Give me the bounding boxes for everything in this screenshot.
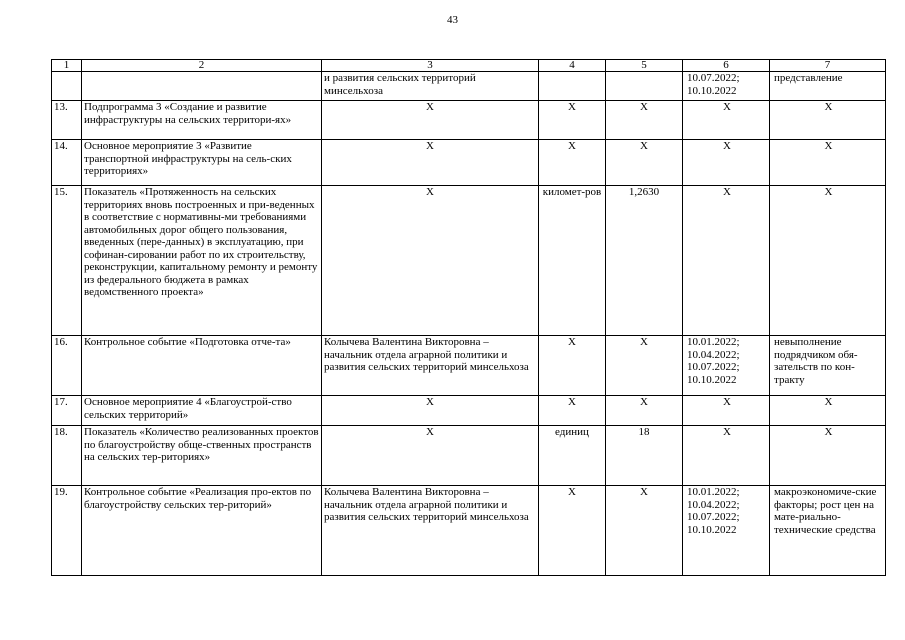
- column-number: 2: [82, 60, 322, 72]
- responsible-person: Х: [322, 186, 539, 336]
- responsible-person: Х: [322, 140, 539, 186]
- risks-cell: макроэкономиче-ские факторы; рост цен на мате-риально-технические средства: [770, 486, 886, 576]
- unit-cell: единиц: [539, 426, 606, 486]
- dates-cell: Х: [683, 396, 770, 426]
- responsible-person: Х: [322, 426, 539, 486]
- item-name: Подпрограмма 3 «Создание и развитие инфраструктуры на сельских территори-ях»: [82, 101, 322, 140]
- dates-cell: Х: [683, 140, 770, 186]
- item-name: [82, 72, 322, 101]
- risks-cell: невыполнение подрядчиком обя-зательств по кон-тракту: [770, 336, 886, 396]
- table-row: [52, 336, 886, 396]
- item-name: Показатель «Протяженность на сельских территориях вновь построенных и при-веденных в соответствие с нормативны-ми требованиями автомобильных дорог общего пользования, введенных (пере-данных) в эксплуатацию, при софинан-сировании работ по их строительству, реконструкции, капитальному ремонту и ремонту из федерального бюджета в рамках ведомственного проекта»: [82, 186, 322, 336]
- value-cell: Х: [606, 140, 683, 186]
- column-number: 4: [539, 60, 606, 72]
- item-name: Контрольное событие «Реализация про-ектов по благоустройству сельских тер-риторий»: [82, 486, 322, 576]
- dates-cell: 10.01.2022; 10.04.2022; 10.07.2022; 10.10.2022: [683, 336, 770, 396]
- column-number: 7: [770, 60, 886, 72]
- column-number: 3: [322, 60, 539, 72]
- table-body: [52, 72, 886, 576]
- risks-cell: Х: [770, 186, 886, 336]
- risks-cell: Х: [770, 140, 886, 186]
- responsible-person: Х: [322, 396, 539, 426]
- table-row: [52, 140, 886, 186]
- row-number: [52, 72, 82, 101]
- responsible-person: Колычева Валентина Викторовна – начальник отдела аграрной политики и развития сельских территорий минсельхоза: [322, 336, 539, 396]
- item-name: Контрольное событие «Подготовка отче-та»: [82, 336, 322, 396]
- dates-cell: Х: [683, 186, 770, 336]
- unit-cell: Х: [539, 140, 606, 186]
- dates-cell: 10.01.2022; 10.04.2022; 10.07.2022; 10.10.2022: [683, 486, 770, 576]
- table-row: [52, 101, 886, 140]
- responsible-person: Х: [322, 101, 539, 140]
- risks-cell: Х: [770, 396, 886, 426]
- value-cell: 18: [606, 426, 683, 486]
- value-cell: Х: [606, 336, 683, 396]
- value-cell: Х: [606, 396, 683, 426]
- risks-cell: Х: [770, 426, 886, 486]
- row-number: 18.: [52, 426, 82, 486]
- column-number: 1: [52, 60, 82, 72]
- page-number: 43: [447, 14, 458, 26]
- value-cell: Х: [606, 486, 683, 576]
- table-row: [52, 396, 886, 426]
- responsible-person: Колычева Валентина Викторовна – начальник отдела аграрной политики и развития сельских территорий минсельхоза: [322, 486, 539, 576]
- item-name: Основное мероприятие 3 «Развитие транспортной инфраструктуры на сель-ских территориях»: [82, 140, 322, 186]
- value-cell: Х: [606, 101, 683, 140]
- row-number: 19.: [52, 486, 82, 576]
- dates-cell: Х: [683, 426, 770, 486]
- row-number: 13.: [52, 101, 82, 140]
- table-row: [52, 72, 886, 101]
- value-cell: [606, 72, 683, 101]
- table-row: [52, 486, 886, 576]
- row-number: 16.: [52, 336, 82, 396]
- dates-cell: Х: [683, 101, 770, 140]
- unit-cell: Х: [539, 396, 606, 426]
- dates-cell: 10.07.2022; 10.10.2022: [683, 72, 770, 101]
- row-number: 15.: [52, 186, 82, 336]
- column-numbers-row: [52, 60, 886, 72]
- item-name: Показатель «Количество реализованных проектов по благоустройству обще-ственных пространств на сельских тер-риториях»: [82, 426, 322, 486]
- responsible-person: и развития сельских территорий минсельхоза: [322, 72, 539, 101]
- column-number: 6: [683, 60, 770, 72]
- unit-cell: Х: [539, 336, 606, 396]
- unit-cell: километ-ров: [539, 186, 606, 336]
- table-row: [52, 426, 886, 486]
- plan-table: [51, 59, 886, 576]
- row-number: 14.: [52, 140, 82, 186]
- table-row: [52, 186, 886, 336]
- value-cell: 1,2630: [606, 186, 683, 336]
- row-number: 17.: [52, 396, 82, 426]
- risks-cell: представление: [770, 72, 886, 101]
- unit-cell: [539, 72, 606, 101]
- unit-cell: Х: [539, 101, 606, 140]
- unit-cell: Х: [539, 486, 606, 576]
- column-number: 5: [606, 60, 683, 72]
- risks-cell: Х: [770, 101, 886, 140]
- item-name: Основное мероприятие 4 «Благоустрой-ство сельских территорий»: [82, 396, 322, 426]
